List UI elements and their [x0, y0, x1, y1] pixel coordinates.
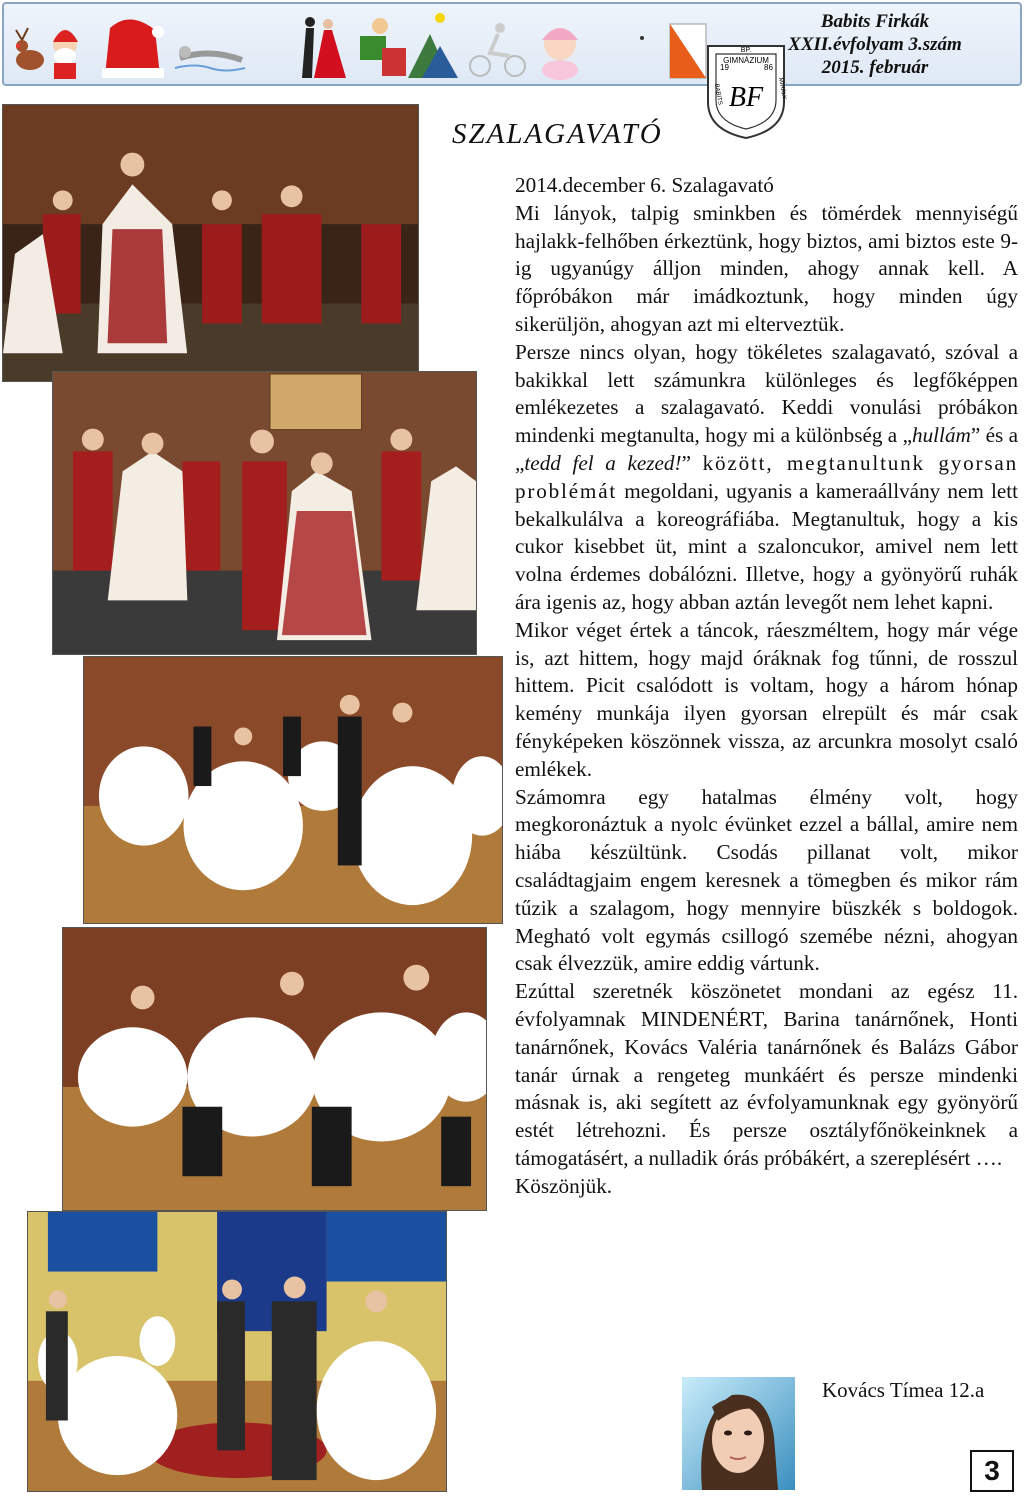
page-number: 3: [970, 1450, 1014, 1492]
issue-date: 2015. február: [821, 57, 929, 78]
author-name: Kovács Tímea 12.a: [822, 1378, 985, 1402]
paragraph-2-part-e: megoldani, ugyanis a kameraállvány nem lett bekalkulálva a koreográfiába. Megtanultuk, hogy a kis cukor kisebbet üt, mint a szaloncukor, amivel nem lett volna érdemes dobálózni. Illetve, hogy a gyönyörű ruhák ára igenis az, hogy abban aztán levegőt nem lehet kapni.: [515, 478, 1019, 614]
swimmer-icon: [175, 46, 245, 71]
photo-dance-with-parents: [27, 1211, 447, 1492]
school-seal-logo: [700, 40, 792, 140]
issue-volume: XXII.évfolyam 3.szám: [788, 34, 962, 55]
paragraph-5: Ezúttal szeretnék köszönetet mondani az egész 11. évfolyamnak MINDENÉRT, Barina tanárnőnek, Honti tanárnőnek, Kovács Valéria tanárnőnek és Balázs Gábor tanár úrnak a rengeteg munkáért és persze mindenki másnak is, aki segített az évfolyamunknak egy gyönyörű estét létrehozni. És persze osztályfőnökeinknek a támogatásért, a nulladik órás próbákért, a szereplésért ….: [515, 979, 1018, 1170]
paragraph-3: Mikor véget értek a táncok, ráeszméltem, hogy már vége is, azt hittem, hogy majd óráknak fog tűnni, de rosszul hittem. Picit csalódott is voltam, hogy a három hónap kemény munkája ilyen gyorsan elrepült és már csak fényképeken köszönnek vissza, az arcunkra mosolyt csaló emlékek.: [515, 617, 1018, 781]
article-body: [515, 172, 1018, 1200]
svg-text:86: 86: [764, 63, 773, 72]
paragraph-2: [515, 339, 1018, 617]
reindeer-icon: [16, 28, 44, 70]
svg-text:BABITS: BABITS: [713, 83, 723, 106]
banner-illustrations: [10, 8, 710, 82]
santa-icon: [53, 30, 78, 79]
masthead: [770, 10, 980, 79]
svg-text:GIMNÁZIUM: GIMNÁZIUM: [723, 56, 769, 65]
mountain-icon: [408, 13, 458, 78]
author-portrait: [682, 1377, 795, 1490]
santa-hat-icon: [102, 19, 164, 78]
svg-text:19: 19: [720, 63, 729, 72]
moon-icon: [619, 16, 660, 76]
paragraph-2-part-d: között, megtanultunk gyorsan problémát: [515, 450, 1019, 503]
svg-text:MIHÁLY: MIHÁLY: [777, 77, 787, 100]
paragraph-2-part-b: ” és a „: [515, 423, 1019, 475]
article-title: SZALAGAVATÓ: [452, 118, 663, 150]
paragraph-2-quote-2: tedd fel a kezed!: [524, 450, 682, 475]
closing-thanks: Köszönjük.: [515, 1173, 613, 1198]
svg-text:BP.: BP.: [740, 47, 752, 54]
cyclist-icon: [470, 23, 525, 76]
dancing-couple-icon: [302, 17, 346, 78]
paragraph-4: Számomra egy hatalmas élmény volt, hogy megkoronáztuk a nyolc évünket ezzel a bállal, amire nem hiába készültünk. Csodás pillanat volt, mikor családtagjaim engem keresnek a tömegben és mikor rám tűzik a szalagom, hogy mennyire büszkék s boldogok. Megható volt egymás csillogó szemébe nézni, ahogyan csak élvezzük, amire eddig vártunk.: [515, 784, 1018, 976]
article-dateline: 2014.december 6. Szalagavató: [515, 173, 774, 197]
photo-waltz-white-gowns-1: [83, 656, 503, 924]
paragraph-2-part-c: ”: [681, 450, 691, 475]
photo-red-costume-dance-2: [52, 371, 477, 655]
header-banner: [2, 2, 1022, 86]
photo-waltz-white-gowns-2: [62, 927, 487, 1211]
photo-red-costume-dance-1: [2, 104, 419, 382]
angel-child-icon: [542, 28, 578, 80]
paragraph-1: Mi lányok, talpig sminkben és tömérdek mennyiségű hajlakk-felhőben érkeztünk, hogy biztos, ami biztos este 9-ig ugyanúgy álljon minden, ahogy annak kell. A főpróbákon már imádkoztunk, hogy minden úgy sikerüljön, ahogyan azt mi elterveztük.: [515, 200, 1018, 336]
svg-text:BF: BF: [728, 82, 764, 113]
paragraph-2-part-a: Persze nincs olyan, hogy tökéletes szalagavató, szóval a bakikkal lett számunkra különleges és legfőképpen emlékezetes a szalagavató. Keddi vonulási próbákon mindenki megtanulta, hogy mi a különbség a „: [515, 339, 1018, 448]
gift-runner-icon: [360, 18, 406, 76]
magazine-name: Babits Firkák: [820, 11, 930, 32]
paragraph-2-quote-1: hullám: [911, 423, 971, 448]
